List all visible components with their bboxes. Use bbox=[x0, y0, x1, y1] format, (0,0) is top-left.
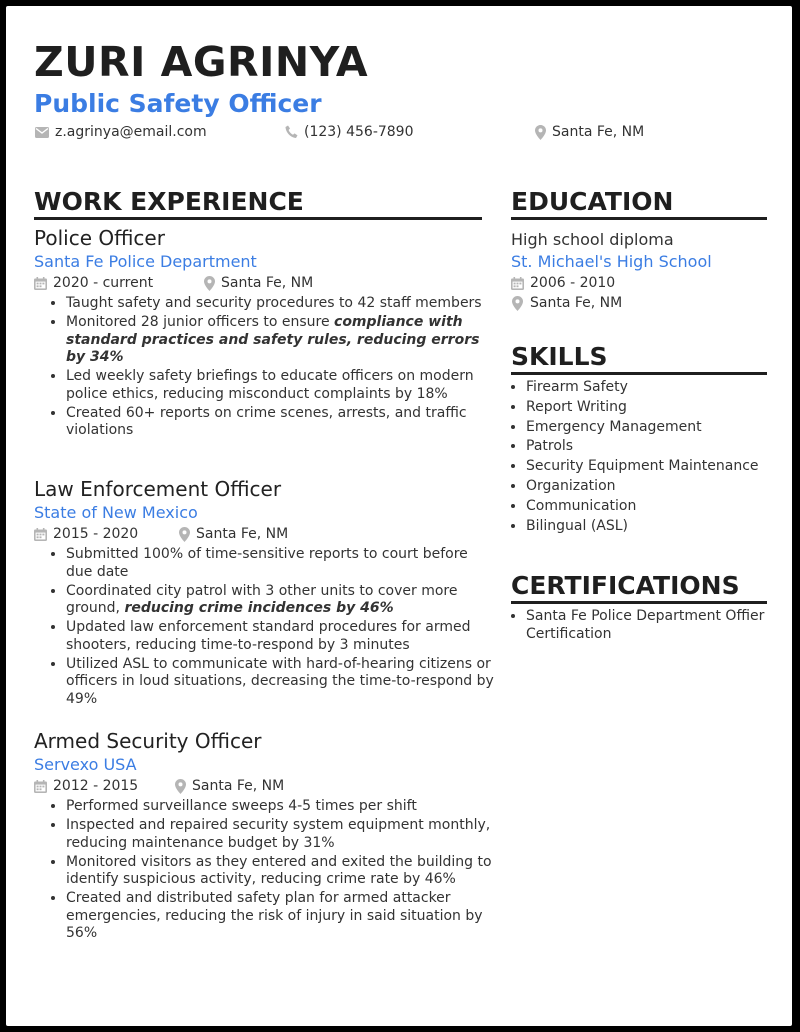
certifications-rule bbox=[511, 601, 767, 604]
work-experience-rule bbox=[34, 217, 482, 220]
skill-item: • Firearm Safety bbox=[526, 378, 759, 398]
job-police-officer bbox=[34, 225, 494, 441]
skills-list bbox=[511, 378, 759, 536]
job-company: State of New Mexico bbox=[34, 503, 198, 522]
job-title: Police Officer bbox=[34, 226, 165, 250]
location-pin-icon bbox=[179, 527, 190, 542]
skill-item: • Security Equipment Maintenance bbox=[526, 457, 759, 477]
work-experience-heading: WORK EXPERIENCE bbox=[34, 187, 304, 216]
list-item: • Monitored 28 junior officers to ensure compliance with standard practices and safety rules, reducing errors by 34% bbox=[66, 314, 494, 367]
skills-heading: SKILLS bbox=[511, 342, 608, 371]
job-armed-security-officer bbox=[34, 728, 494, 944]
location-pin-icon bbox=[512, 296, 523, 311]
skill-item: • Emergency Management bbox=[526, 418, 759, 438]
phone-icon bbox=[285, 125, 298, 139]
education-heading: EDUCATION bbox=[511, 187, 674, 216]
job-meta bbox=[34, 273, 494, 293]
job-law-enforcement-officer bbox=[34, 476, 494, 710]
email-text: z.agrinya@email.com bbox=[55, 124, 207, 140]
education-degree: High school diploma bbox=[511, 230, 674, 249]
certifications-list bbox=[511, 608, 786, 643]
calendar-icon bbox=[511, 277, 524, 290]
list-item: • Utilized ASL to communicate with hard-of-hearing citizens or officers in loud situations, decreasing the time-to-respond by 49% bbox=[66, 656, 494, 709]
skill-item: • Patrols bbox=[526, 437, 759, 457]
job-title: Law Enforcement Officer bbox=[34, 477, 282, 501]
contact-phone bbox=[285, 124, 414, 140]
education-rule bbox=[511, 217, 767, 220]
list-item: • Performed surveillance sweeps 4-5 times per shift bbox=[66, 798, 494, 816]
job-meta bbox=[34, 776, 494, 796]
calendar-icon bbox=[34, 277, 47, 290]
location-text: Santa Fe, NM bbox=[552, 124, 645, 140]
job-location: Santa Fe, NM bbox=[175, 776, 284, 796]
job-title: Armed Security Officer bbox=[34, 729, 262, 753]
list-item: • Inspected and repaired security system equipment monthly, reducing maintenance budget by 31% bbox=[66, 817, 494, 852]
calendar-icon bbox=[34, 528, 47, 541]
education-school: St. Michael's High School bbox=[511, 252, 712, 271]
education-entry bbox=[511, 229, 781, 313]
job-company: Servexo USA bbox=[34, 755, 137, 774]
list-item: • Created 60+ reports on crime scenes, arrests, and traffic violations bbox=[66, 405, 494, 440]
location-pin-icon bbox=[535, 125, 546, 140]
job-meta bbox=[34, 524, 494, 544]
job-bullets bbox=[34, 295, 494, 440]
list-item: • Created and distributed safety plan for armed attacker emergencies, reducing the risk of injury in said situation by 56% bbox=[66, 890, 494, 943]
list-item: • Updated law enforcement standard procedures for armed shooters, reducing time-to-respond by 3 minutes bbox=[66, 619, 494, 654]
candidate-title: Public Safety Officer bbox=[34, 89, 322, 118]
list-item: • Submitted 100% of time-sensitive reports to court before due date bbox=[66, 546, 494, 581]
skill-item: • Report Writing bbox=[526, 398, 759, 418]
education-location: Santa Fe, NM bbox=[511, 293, 781, 313]
certifications-heading: CERTIFICATIONS bbox=[511, 571, 740, 600]
envelope-icon bbox=[35, 127, 49, 138]
contact-email bbox=[35, 124, 207, 140]
list-item: • Coordinated city patrol with 3 other units to cover more ground, reducing crime incidences by 46% bbox=[66, 583, 494, 618]
calendar-icon bbox=[34, 780, 47, 793]
job-bullets bbox=[34, 546, 494, 708]
skill-item: • Communication bbox=[526, 497, 759, 517]
skill-item: • Bilingual (ASL) bbox=[526, 517, 759, 537]
list-item: • Monitored visitors as they entered and exited the building to identify suspicious activity, reducing crime rate by 46% bbox=[66, 854, 494, 889]
resume-page bbox=[6, 6, 792, 1026]
location-pin-icon bbox=[204, 276, 215, 291]
certification-item: • Santa Fe Police Department Offier Certification bbox=[526, 608, 786, 643]
list-item: • Taught safety and security procedures to 42 staff members bbox=[66, 295, 494, 313]
job-bullets bbox=[34, 798, 494, 943]
job-dates: 2015 - 2020 bbox=[34, 524, 179, 544]
job-dates: 2020 - current bbox=[34, 273, 204, 293]
job-location: Santa Fe, NM bbox=[179, 524, 288, 544]
phone-text: (123) 456-7890 bbox=[304, 124, 414, 140]
candidate-name: ZURI AGRINYA bbox=[34, 38, 369, 86]
education-dates: 2006 - 2010 bbox=[511, 273, 781, 293]
skill-item: • Organization bbox=[526, 477, 759, 497]
job-company: Santa Fe Police Department bbox=[34, 252, 257, 271]
location-pin-icon bbox=[175, 779, 186, 794]
skills-rule bbox=[511, 372, 767, 375]
list-item: • Led weekly safety briefings to educate officers on modern police ethics, reducing misconduct complaints by 18% bbox=[66, 368, 494, 403]
job-dates: 2012 - 2015 bbox=[34, 776, 175, 796]
contact-location bbox=[535, 124, 644, 140]
job-location: Santa Fe, NM bbox=[204, 273, 313, 293]
